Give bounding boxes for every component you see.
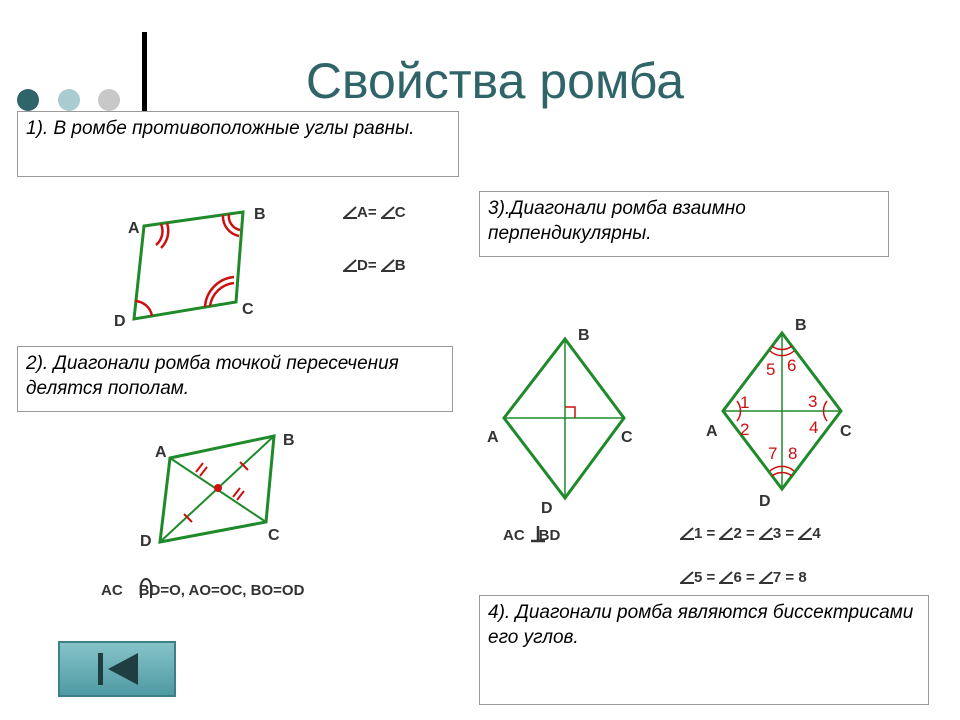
fig3-label-d: D: [541, 500, 553, 517]
fig1-equation-ac: A= C: [343, 204, 406, 221]
fig1-label-c: C: [242, 301, 254, 318]
fig4-label-d: D: [759, 493, 771, 510]
figure-2-center-point: [214, 484, 222, 492]
fig2-label-c: C: [268, 527, 280, 544]
first-slide-icon: [60, 643, 174, 695]
angle-icon: [759, 570, 773, 584]
fig4-angle-5: 5: [766, 360, 776, 379]
figure-3-diagonals: [504, 339, 624, 498]
fig2-label-b: B: [283, 432, 295, 449]
fig4-angle-6: 6: [787, 356, 797, 375]
angle-icon: [719, 526, 733, 540]
angle-icon: [381, 258, 395, 272]
fig1-equation-db: D= B: [343, 257, 406, 274]
figure-3-right-angle-mark: [565, 407, 575, 418]
figure-1-angle-marks: [135, 214, 240, 316]
fig2-caption: AC BD=O, AO=OC, BO=OD: [101, 582, 305, 599]
angle-icon: [343, 258, 357, 272]
fig4-angle-8: 8: [788, 444, 798, 463]
fig1-label-b: B: [254, 206, 266, 223]
fig3-label-a: A: [487, 429, 499, 446]
angle-icon: [381, 205, 395, 219]
fig3-caption: AC BD: [503, 527, 561, 544]
fig4-label-b: B: [795, 317, 807, 334]
fig4-angle-7: 7: [768, 444, 778, 463]
angle-icon: [343, 205, 357, 219]
angle-icon: [680, 526, 694, 540]
fig4-angle-1: 1: [740, 393, 750, 412]
property-3-box: 3).Диагонали ромба взаимно перпендикулярны.: [479, 191, 889, 257]
fig4-label-c: C: [840, 423, 852, 440]
fig4-angle-3: 3: [808, 392, 818, 411]
fig4-equation-2: 5 = 6 = 7 = 8: [680, 569, 807, 586]
fig4-label-a: A: [706, 423, 718, 440]
property-4-box: 4). Диагонали ромба являются биссектрисами его углов.: [479, 595, 929, 705]
angle-icon: [719, 570, 733, 584]
first-slide-button[interactable]: [58, 641, 176, 697]
fig4-equation-1: 1 = 2 = 3 = 4: [680, 525, 821, 542]
page-title: Свойства ромба: [305, 53, 685, 109]
angle-icon: [680, 570, 694, 584]
fig2-label-a: A: [155, 444, 167, 461]
fig4-angle-2: 2: [740, 420, 750, 439]
fig2-label-d: D: [140, 533, 152, 550]
property-2-box: 2). Диагонали ромба точкой пересечения делятся пополам.: [17, 346, 453, 412]
fig4-angle-4: 4: [809, 418, 819, 437]
fig3-label-b: B: [578, 327, 590, 344]
figure-2-tick-marks: [184, 462, 248, 522]
fig1-label-d: D: [114, 313, 126, 330]
property-1-box: 1). В ромбе противоположные углы равны.: [17, 111, 459, 177]
angle-icon: [798, 526, 812, 540]
fig1-label-a: A: [128, 220, 140, 237]
angle-icon: [759, 526, 773, 540]
fig3-label-c: C: [621, 429, 633, 446]
